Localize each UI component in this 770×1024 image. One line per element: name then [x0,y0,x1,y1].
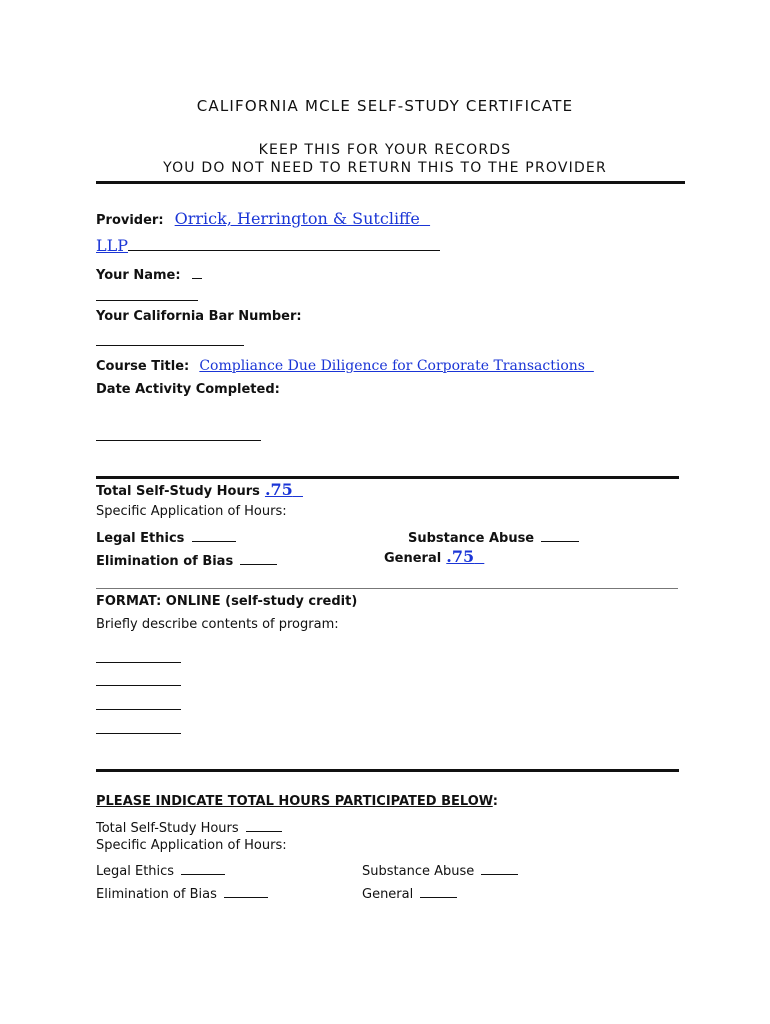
provider-label: Provider: [96,213,164,228]
description-line-3[interactable] [96,709,181,710]
participated-general-label: General [362,887,414,902]
legal-ethics-field[interactable] [192,529,236,542]
date-completed-label: Date Activity Completed: [96,382,280,397]
general-row [384,547,484,566]
participated-general-row [362,883,457,902]
participated-elimination-bias-label: Elimination of Bias [96,887,217,902]
provider-row [96,209,430,228]
substance-abuse-field[interactable] [541,529,579,542]
format-label: FORMAT: ONLINE (self-study credit) [96,594,358,609]
course-title-row [96,355,594,374]
bar-number-label: Your California Bar Number: [96,309,302,324]
participated-substance-abuse-label: Substance Abuse [362,864,475,879]
provider-value: Orrick, Herrington & Sutcliffe [174,209,420,228]
no-return-note: YOU DO NOT NEED TO RETURN THIS TO THE PROVIDER [163,160,607,176]
certificate-title: CALIFORNIA MCLE SELF-STUDY CERTIFICATE [196,97,574,115]
participated-total-label: Total Self-Study Hours [96,821,239,836]
description-line-2[interactable] [96,685,181,686]
section-divider-2 [96,588,678,589]
participated-specific-label: Specific Application of Hours: [96,838,287,853]
total-hours-label: Total Self-Study Hours [96,484,260,499]
course-title-label: Course Title: [96,359,190,374]
section-divider-3 [96,769,679,772]
header-divider [96,181,685,184]
participated-general-field[interactable] [420,885,457,898]
participated-legal-ethics-label: Legal Ethics [96,864,175,879]
legal-ethics-label: Legal Ethics [96,531,185,546]
participated-total-field[interactable] [246,819,282,832]
substance-abuse-label: Substance Abuse [408,531,535,546]
provider-value-cont: LLP [96,236,129,255]
total-hours-value: .75 [264,480,293,499]
describe-contents-label: Briefly describe contents of program: [96,617,339,632]
your-name-field[interactable] [96,300,198,301]
legal-ethics-row [96,527,236,546]
date-completed-field[interactable] [96,440,261,441]
total-hours-row [96,480,303,499]
bar-number-field[interactable] [96,345,244,346]
participated-legal-ethics-row [96,860,225,879]
description-line-4[interactable] [96,733,181,734]
general-label: General [384,551,442,566]
substance-abuse-row [408,527,579,546]
your-name-row [96,264,202,283]
participated-elimination-bias-row [96,883,268,902]
elimination-bias-label: Elimination of Bias [96,554,234,569]
section-divider-1 [96,476,679,479]
your-name-label: Your Name: [96,268,181,283]
participated-legal-ethics-field[interactable] [181,862,225,875]
participated-heading: PLEASE INDICATE TOTAL HOURS PARTICIPATED BELOW: [96,794,498,809]
description-line-1[interactable] [96,662,181,663]
elimination-bias-field[interactable] [240,552,277,565]
participated-substance-abuse-field[interactable] [481,862,518,875]
participated-total-row [96,817,282,836]
keep-records-note: KEEP THIS FOR YOUR RECORDS [258,142,512,158]
participated-substance-abuse-row [362,860,518,879]
provider-blank[interactable] [128,238,440,251]
provider-row-2 [96,236,440,255]
general-value: .75 [446,547,475,566]
specific-application-label: Specific Application of Hours: [96,504,287,519]
elimination-bias-row [96,550,277,569]
course-title-value: Compliance Due Diligence for Corporate Transactions [199,358,585,374]
participated-elimination-bias-field[interactable] [224,885,268,898]
